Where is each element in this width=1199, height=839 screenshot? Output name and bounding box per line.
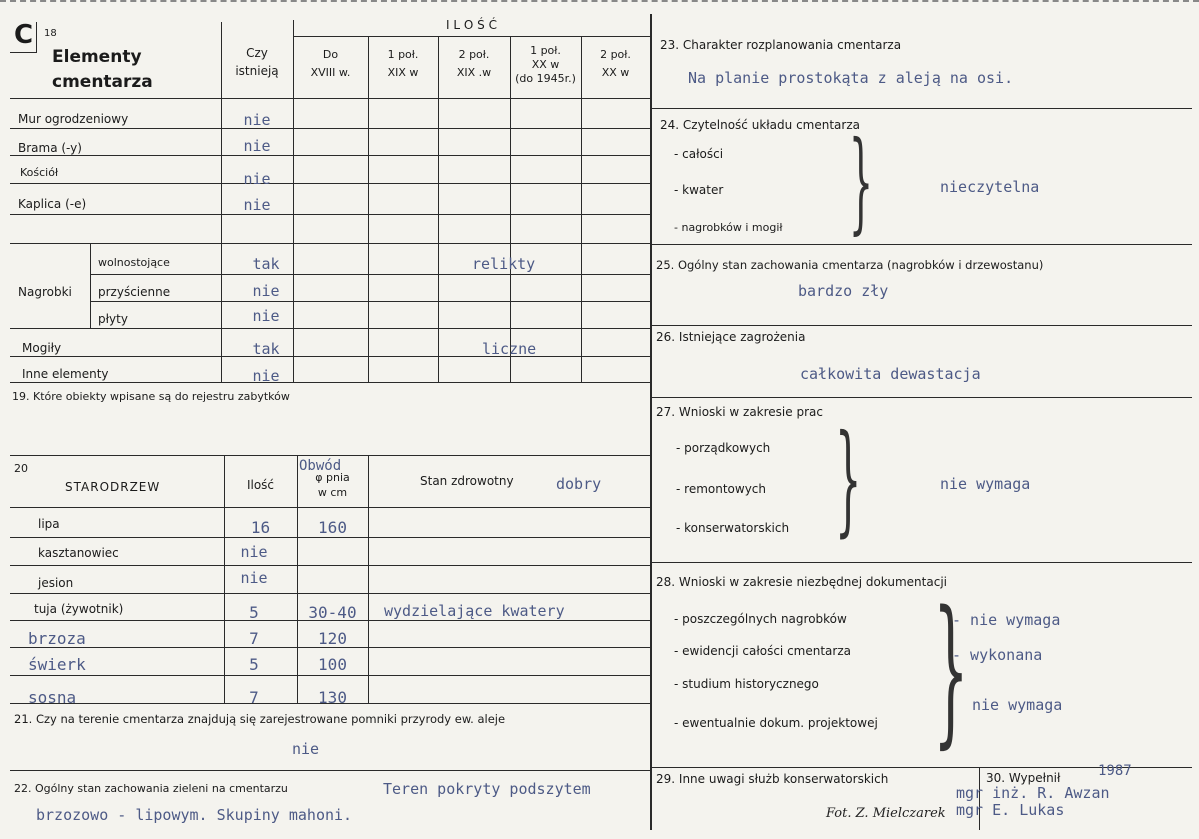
- rule: [652, 397, 1192, 398]
- rule: [10, 675, 650, 676]
- question-20-number: 20: [14, 462, 28, 475]
- rule: [652, 325, 1192, 326]
- question-28-item: - ewentualnie dokum. projektowej: [674, 716, 878, 730]
- rule: [10, 593, 650, 594]
- question-24-item: - kwater: [674, 183, 724, 197]
- question-28-answer: nie wymaga: [972, 696, 1063, 714]
- tree-size: 130: [318, 688, 347, 707]
- question-26: 26. Istniejące zagrożenia: [656, 330, 806, 344]
- rule: [10, 382, 650, 383]
- question-24-answer: nieczytelna: [940, 178, 1040, 196]
- tree-name: brzoza: [28, 629, 86, 648]
- question-28-item: - ewidencji całości cmentarza: [674, 644, 851, 658]
- rule: [10, 507, 650, 508]
- rule: [10, 98, 650, 99]
- question-22-answer-line2: brzozowo - lipowym. Skupiny mahoni.: [36, 806, 353, 824]
- rule: [10, 537, 650, 538]
- question-27-item: - porządkowych: [676, 441, 771, 455]
- question-19: 19. Które obiekty wpisane są do rejestru zabytków: [12, 390, 290, 403]
- question-21: 21. Czy na terenie cmentarza znajdują się zarejestrowane pomniki przyrody ew. aleje: [14, 712, 506, 726]
- brace-icon: }: [933, 576, 969, 763]
- question-26-answer: całkowita dewastacja: [800, 365, 981, 383]
- row-label: Mur ogrodzeniowy: [18, 112, 129, 126]
- rule: [510, 36, 511, 382]
- tree-qty: 5: [249, 655, 259, 674]
- stan-col-header: Stan zdrowotny: [420, 474, 514, 488]
- tree-qty: 7: [249, 688, 259, 707]
- nagrobki-value: tak: [252, 255, 280, 273]
- question-28: 28. Wnioski w zakresie niezbędnej dokumentacji: [656, 575, 947, 589]
- row-value: nie: [243, 111, 271, 129]
- section-number: 18: [44, 28, 57, 39]
- pnia-col-header: φ pnia w cm: [315, 471, 350, 499]
- top-perforation: [0, 0, 1199, 2]
- question-30-name2: mgr E. Lukas: [956, 801, 1065, 819]
- question-27-answer: nie wymaga: [940, 475, 1031, 493]
- tree-qty: 16: [250, 518, 271, 537]
- row-label: Kaplica (-e): [18, 197, 87, 211]
- rule: [10, 214, 650, 215]
- ilosc-header: I L O Ś Ć: [446, 18, 497, 32]
- col-header-2: 1 poł. XIX w: [387, 48, 419, 79]
- title-line2: cmentarza: [52, 72, 153, 92]
- mogily-label: Mogiły: [22, 341, 62, 355]
- rule: [10, 565, 650, 566]
- inne-label: Inne elementy: [22, 367, 109, 381]
- rule: [10, 455, 650, 456]
- row-label: Brama (-y): [18, 141, 82, 155]
- mogily-value: tak: [252, 340, 280, 358]
- nagrobki-value: nie: [252, 282, 280, 300]
- rule: [10, 128, 650, 129]
- question-28-answer: - wykonana: [952, 646, 1043, 664]
- question-24-item: - nagrobków i mogił: [674, 221, 783, 234]
- question-27-item: - konserwatorskich: [676, 521, 790, 535]
- question-25-answer: bardzo zły: [798, 282, 889, 300]
- nagrobki-sub-label: płyty: [98, 312, 128, 326]
- ilosc-col-header: Ilość: [246, 478, 275, 492]
- tree-name: tuja (żywotnik): [34, 602, 124, 616]
- title-line1: Elementy: [52, 47, 142, 67]
- mogily-note: liczne: [482, 340, 537, 358]
- col-header-3: 2 poł. XIX .w: [456, 48, 492, 79]
- question-25: 25. Ogólny stan zachowania cmentarza (nagrobków i drzewostanu): [656, 258, 1044, 272]
- nagrobki-sub-label: przyścienne: [98, 285, 171, 299]
- rule: [652, 562, 1192, 563]
- col-exists-header: Czy istnieją: [235, 46, 279, 78]
- question-28-answer: - nie wymaga: [952, 611, 1061, 629]
- rule: [10, 243, 650, 244]
- question-23: 23. Charakter rozplanowania cmentarza: [660, 38, 902, 52]
- question-27-item: - remontowych: [676, 482, 766, 496]
- rule: [652, 108, 1192, 109]
- stan-value: dobry: [556, 475, 602, 493]
- tree-name: sosna: [28, 688, 77, 707]
- question-30-year: 1987: [1098, 763, 1132, 779]
- brace-icon: }: [834, 410, 862, 549]
- question-30: 30. Wypełnił: [986, 771, 1061, 785]
- col-header-1: Do XVIII w.: [310, 48, 351, 79]
- nagrobki-label: Nagrobki: [18, 285, 72, 299]
- rule: [368, 455, 369, 703]
- col-header-5: 2 poł. XX w: [600, 48, 631, 79]
- tree-qty: nie: [240, 543, 268, 561]
- tree-name: lipa: [38, 517, 60, 531]
- photographer-signature: Fot. Z. Mielczarek: [826, 806, 946, 821]
- tree-qty: nie: [240, 569, 268, 587]
- nagrobki-note: relikty: [472, 255, 536, 273]
- rule: [90, 301, 650, 302]
- question-30-name1: mgr inż. R. Awzan: [956, 784, 1110, 802]
- row-value: nie: [243, 196, 271, 214]
- rule: [10, 356, 650, 357]
- question-23-answer: Na planie prostokąta z aleją na osi.: [688, 69, 1014, 87]
- question-24: 24. Czytelność układu cmentarza: [660, 118, 860, 132]
- nagrobki-value: nie: [252, 307, 280, 325]
- tree-name: kasztanowiec: [38, 546, 119, 560]
- question-22: 22. Ogólny stan zachowania zieleni na cmentarzu: [14, 782, 288, 795]
- rule: [10, 155, 650, 156]
- tree-qty: 7: [249, 629, 259, 648]
- question-27: 27. Wnioski w zakresie prac: [656, 405, 823, 419]
- nagrobki-sub-label: wolnostojące: [98, 256, 170, 269]
- rule: [581, 36, 582, 382]
- tree-name: jesion: [38, 576, 74, 590]
- rule: [10, 328, 650, 329]
- row-value: nie: [243, 170, 271, 188]
- starodrzew-header: STARODRZEW: [65, 480, 161, 494]
- rule: [652, 244, 1192, 245]
- question-24-item: - całości: [674, 147, 724, 161]
- obwod-col-header: Obwód: [299, 458, 342, 474]
- inne-value: nie: [252, 367, 280, 385]
- row-label: Kościół: [20, 166, 59, 179]
- rule: [90, 274, 650, 275]
- rule: [438, 36, 439, 382]
- row-value: nie: [243, 137, 271, 155]
- question-28-item: - studium historycznego: [674, 677, 819, 691]
- rule: [10, 770, 650, 771]
- tree-size: 120: [318, 629, 347, 648]
- rule: [293, 36, 650, 37]
- question-22-answer-line1: Teren pokryty podszytem: [383, 780, 591, 798]
- col-header-4: 1 poł. XX w (do 1945r.): [515, 44, 576, 85]
- tree-note: wydzielające kwatery: [384, 602, 565, 620]
- tree-size: 160: [318, 518, 347, 537]
- question-28-item: - poszczególnych nagrobków: [674, 612, 847, 626]
- rule: [90, 243, 91, 328]
- brace-icon: }: [848, 117, 874, 245]
- rule: [368, 36, 369, 382]
- tree-name: świerk: [28, 655, 86, 674]
- tree-qty: 5: [249, 603, 259, 622]
- question-29: 29. Inne uwagi służb konserwatorskich: [656, 772, 889, 786]
- question-21-answer: nie: [292, 740, 320, 758]
- tree-size: 100: [318, 655, 347, 674]
- tree-size: 30-40: [308, 603, 357, 622]
- rule: [10, 183, 650, 184]
- center-divider: [650, 14, 652, 830]
- section-letter: C: [14, 20, 34, 50]
